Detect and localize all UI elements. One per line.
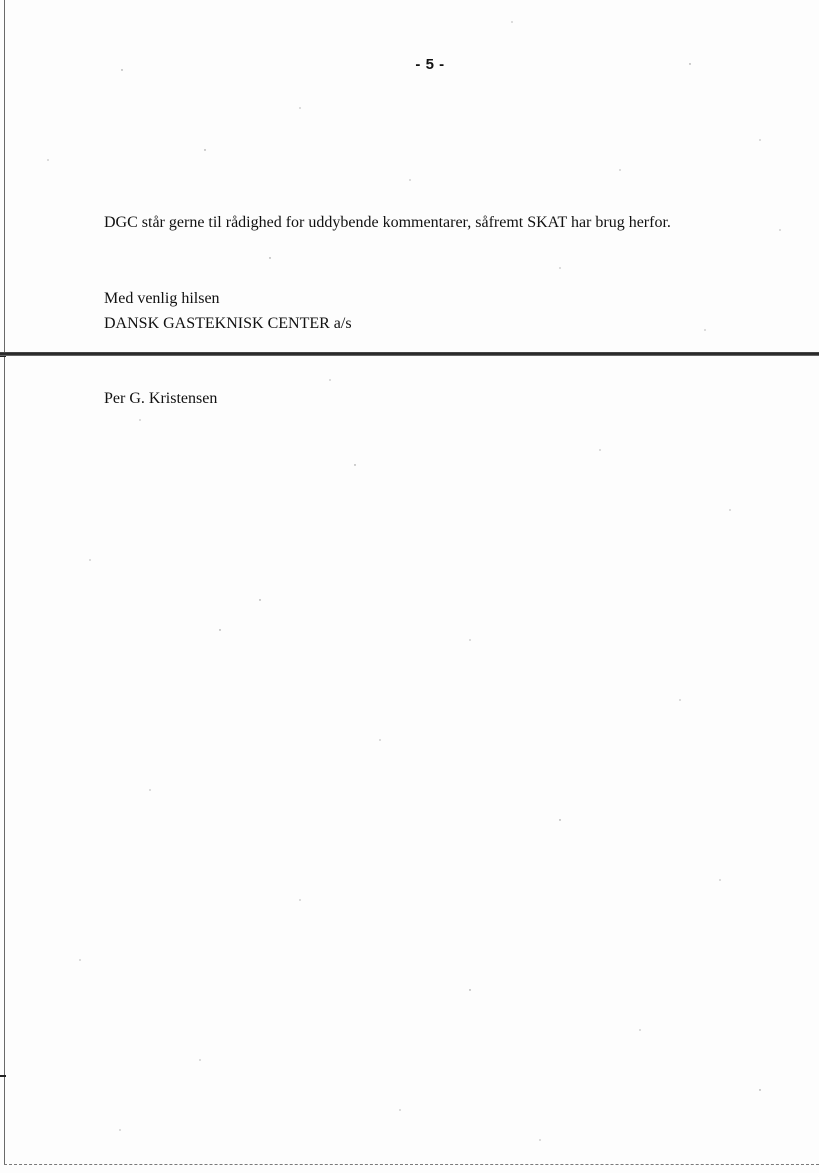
page-bottom-border — [4, 1164, 819, 1165]
signer-name: Per G. Kristensen — [104, 390, 218, 407]
page-number: - 5 - — [415, 56, 445, 73]
sender-company: DANSK GASTEKNISK CENTER a/s — [104, 315, 352, 332]
scan-fold-line — [0, 352, 819, 356]
margin-tick-mark — [0, 1075, 6, 1077]
page-left-border — [4, 0, 5, 1165]
letter-body-paragraph: DGC står gerne til rådighed for uddybende kommentarer, såfremt SKAT har brug herfor. — [104, 214, 671, 231]
letter-closing: Med venlig hilsen — [104, 290, 220, 307]
